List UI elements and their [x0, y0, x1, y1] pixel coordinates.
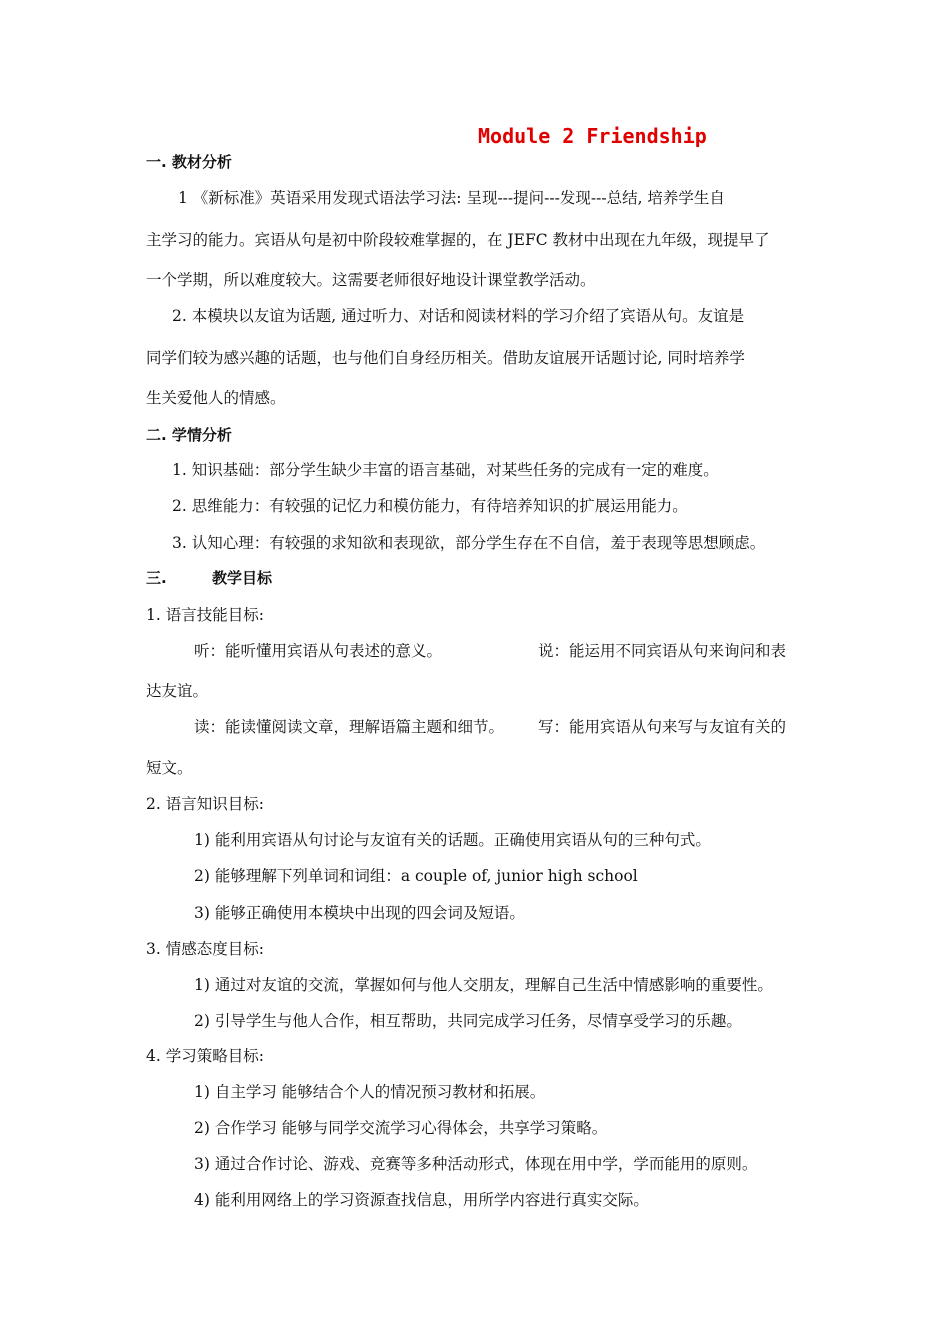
- section-heading-1: 一. 教材分析: [146, 153, 232, 171]
- paragraph-line: 2. 本模块以友谊为话题, 通过听力、对话和阅读材料的学习介绍了宾语从句。友谊是: [172, 307, 745, 325]
- goal-speak-cont: 达友谊。: [146, 682, 209, 700]
- list-item: 2) 合作学习 能够与同学交流学习心得体会，共享学习策略。: [194, 1119, 608, 1137]
- list-item: 2. 思维能力：有较强的记忆力和模仿能力，有待培养知识的扩展运用能力。: [172, 497, 688, 515]
- goal-listen: 听：能听懂用宾语从句表述的意义。: [194, 642, 443, 660]
- list-item: 3) 通过合作讨论、游戏、竞赛等多种活动形式，体现在用中学，学而能用的原则。: [194, 1155, 758, 1173]
- list-item: 1) 能利用宾语从句讨论与友谊有关的话题。正确使用宾语从句的三种句式。: [194, 831, 711, 849]
- list-item: 1) 自主学习 能够结合个人的情况预习教材和拓展。: [194, 1083, 546, 1101]
- list-item: 1. 知识基础：部分学生缺少丰富的语言基础，对某些任务的完成有一定的难度。: [172, 461, 719, 479]
- list-item: 3) 能够正确使用本模块中出现的四会词及短语。: [194, 904, 525, 922]
- goal-label: 2. 语言知识目标:: [146, 795, 264, 813]
- section-heading-3: 教学目标: [212, 569, 273, 587]
- list-item: 4) 能利用网络上的学习资源查找信息，用所学内容进行真实交际。: [194, 1191, 649, 1209]
- paragraph-line: 生关爱他人的情感。: [146, 389, 286, 407]
- document-title: Module 2 Friendship: [478, 124, 707, 148]
- section-heading-3-number: 三.: [146, 569, 167, 587]
- goal-label: 1. 语言技能目标:: [146, 606, 264, 624]
- section-heading-2: 二. 学情分析: [146, 426, 232, 444]
- paragraph-line: 主学习的能力。宾语从句是初中阶段较难掌握的，在 JEFC 教材中出现在九年级，现提早了: [146, 231, 770, 249]
- goal-read: 读：能读懂阅读文章，理解语篇主题和细节。: [194, 718, 505, 736]
- goal-label: 4. 学习策略目标:: [146, 1047, 264, 1065]
- paragraph-line: 一个学期，所以难度较大。这需要老师很好地设计课堂教学活动。: [146, 271, 596, 289]
- goal-speak: 说：能运用不同宾语从句来询问和表: [538, 642, 787, 660]
- goal-label: 3. 情感态度目标:: [146, 940, 264, 958]
- paragraph-line: 同学们较为感兴趣的话题，也与他们自身经历相关。借助友谊展开话题讨论, 同时培养学: [146, 349, 745, 367]
- list-item: 1) 通过对友谊的交流，掌握如何与他人交朋友，理解自己生活中情感影响的重要性。: [194, 976, 773, 994]
- paragraph-line: 1 《新标准》英语采用发现式语法学习法: 呈现---提问---发现---总结, 培养学生自: [178, 189, 725, 207]
- goal-write: 写：能用宾语从句来写与友谊有关的: [538, 718, 787, 736]
- list-item: 2) 引导学生与他人合作，相互帮助，共同完成学习任务，尽情享受学习的乐趣。: [194, 1012, 742, 1030]
- goal-write-cont: 短文。: [146, 759, 193, 777]
- list-item: 2) 能够理解下列单词和词组：a couple of, junior high school: [194, 867, 638, 885]
- list-item: 3. 认知心理：有较强的求知欲和表现欲，部分学生存在不自信，羞于表现等思想顾虑。: [172, 534, 766, 552]
